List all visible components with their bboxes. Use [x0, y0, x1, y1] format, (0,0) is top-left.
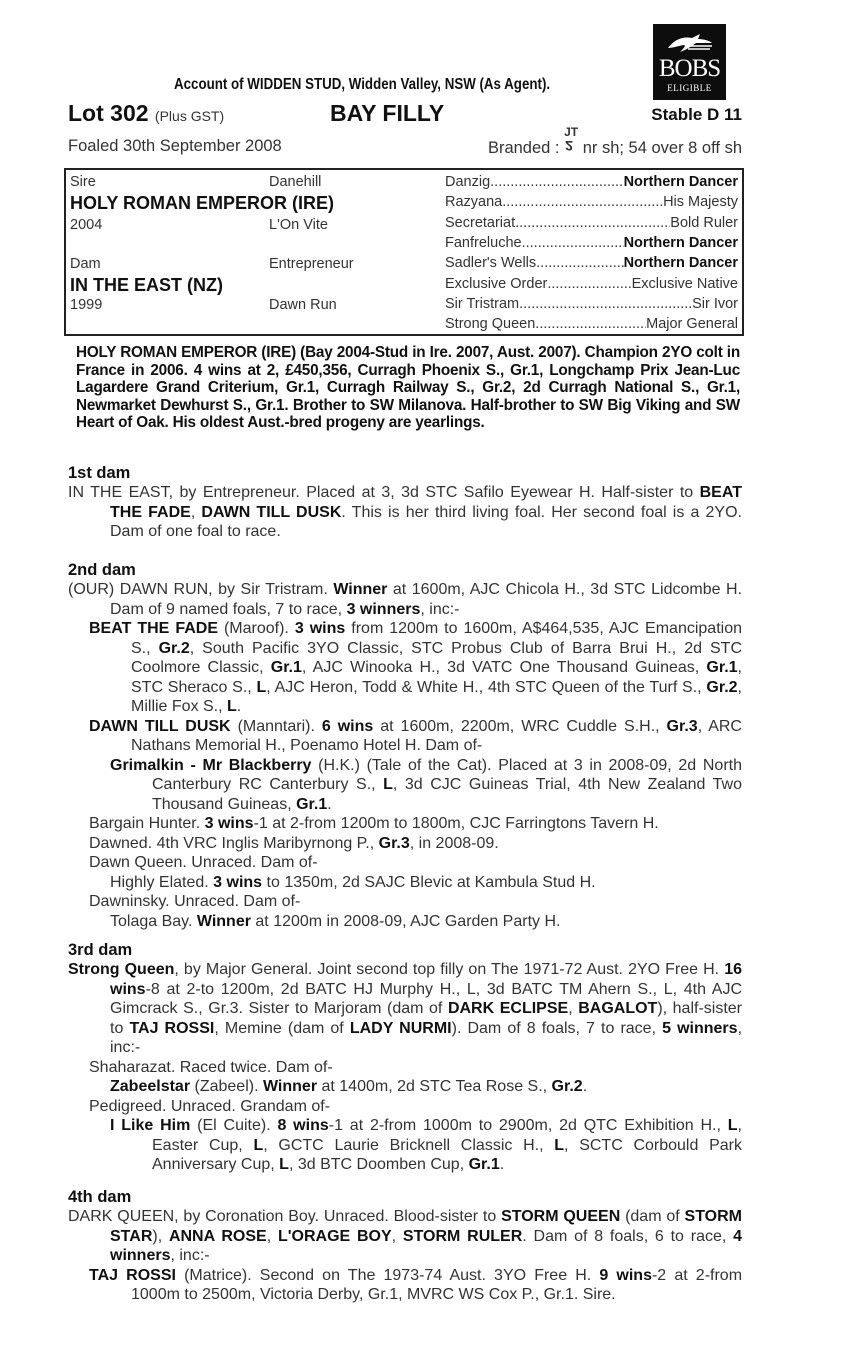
section-heading: 3rd dam [68, 941, 133, 959]
dam-entry: DARK QUEEN, by Coronation Boy. Unraced. Blood-sister to STORM QUEEN (dam of STORM STAR), ANNA ROSE, L'ORAGE BOY, STORM RULER. Dam of 8 foals, 6 to race, 4 winners, inc:- [68, 1208, 743, 1264]
lot-label: Lot 302 [68, 100, 149, 126]
progeny-entry: Dawninsky. Unraced. Dam of- [89, 893, 301, 910]
progeny-entry: Highly Elated. 3 wins to 1350m, 2d SAJC Blevic at Kambula Stud H. [110, 873, 596, 891]
vendor-account: Account of WIDDEN STUD, Widden Valley, NSW (As Agent). [174, 76, 551, 93]
pedigree-table [64, 168, 744, 336]
branded-details: nr sh; 54 over 8 off sh [582, 139, 742, 157]
bobs-eligible-logo [653, 24, 726, 100]
foaled-date: Foaled 30th September 2008 [68, 137, 282, 155]
progeny-entry: Tolaga Bay. Winner at 1200m in 2008-09, AJC Garden Party H. [110, 912, 561, 930]
progeny-entry: DAWN TILL DUSK (Manntari). 6 wins at 1600m, 2200m, WRC Cuddle S.H., Gr.3, ARC Nathans Memorial H., Poenamo Hotel H. Dam of- [89, 717, 742, 754]
progeny-entry: Dawned. 4th VRC Inglis Maribyrnong P., Gr.3, in 2008-09. [89, 834, 499, 852]
progeny-entry: Zabeelstar (Zabeel). Winner at 1400m, 2d STC Tea Rose S., Gr.2. [110, 1078, 588, 1095]
grandparent-row: Sadler's Wells ..... Northern Dancer [445, 255, 738, 271]
dam-name: IN THE EAST (NZ) [70, 275, 223, 295]
progeny-entry: I Like Him (El Cuite). 8 wins-1 at 2-from 1000m to 2900m, 2d QTC Exhibition H., L, Easter Cup, L, GCTC Laurie Bricknell Classic H., L, SCTC Corbould Park Anniversary Cup, L, 3d BTC Doomben Cup, Gr.1. [110, 1117, 742, 1173]
lot-row [68, 100, 742, 128]
sire-year: 2004 [70, 217, 103, 233]
dam-entry: IN THE EAST, by Entrepreneur. Placed at 3, 3d STC Safilo Eyewear H. Half-sister to BEAT THE FADE, DAWN TILL DUSK. This is her third living foal. Her second foal is a 2YO. Dam of one foal to race. [68, 484, 742, 540]
second-dam-section [68, 560, 742, 931]
branded-label: Branded : [487, 139, 560, 157]
dam-year: 1999 [70, 297, 103, 313]
progeny-entry: Bargain Hunter. 3 wins-1 at 2-from 1200m to 1800m, CJC Farringtons Tavern H. [89, 815, 659, 832]
dam-sire: Entrepreneur [269, 256, 354, 272]
stable-number: Stable D 11 [651, 105, 742, 124]
sire-description: HOLY ROMAN EMPEROR (IRE) (Bay 2004-Stud in Ire. 2007, Aust. 2007). Champion 2YO colt in France in 2006. 4 wins at 2, £450,356, Curragh Phoenix S., Gr.1, Longchamp Prix Jean-Luc Lagardere Grand Criterium, Gr.1, Curragh Railway S., Gr.2, 2d Curragh National S., Gr.1, Newmarket Dewhurst S., Gr.1. Brother to SW Milanova. Half-brother to SW Big Viking and SW Heart of Oak. His oldest Aust.-bred progeny are yearlings. [76, 344, 740, 431]
dam-dam: Dawn Run [269, 297, 337, 313]
section-heading: 1st dam [68, 464, 131, 482]
horse-sex: BAY FILLY [330, 100, 445, 126]
progeny-entry: Dawn Queen. Unraced. Dam of- [89, 854, 318, 871]
grandparent-row: Strong Queen ..... Major General [445, 316, 738, 332]
section-heading: 2nd dam [68, 561, 136, 579]
sire-sire: Danehill [269, 174, 322, 190]
grandparent-row: Exclusive Order ..... Exclusive Native [445, 276, 738, 292]
dam-entry: (OUR) DAWN RUN, by Sir Tristram. Winner at 1600m, AJC Chicola H., 3d STC Lidcombe H. Dam of 9 named foals, 7 to race, 3 winners, inc:- [68, 581, 742, 618]
lot-number [68, 100, 224, 127]
progeny-entry: Pedigreed. Unraced. Grandam of- [89, 1097, 331, 1115]
progeny-entry: BEAT THE FADE (Maroof). 3 wins from 1200m to 1600m, A$464,535, AJC Emancipation S., Gr.2, South Pacific 3YO Classic, STC Probus Club of Barra Brui H., 2d STC Coolmore Classic, Gr.1, AJC Winooka H., 3d VATC One Thousand Guineas, Gr.1, STC Sheraco S., L, AJC Heron, Todd & White H., 4th STC Queen of the Turf S., Gr.2, Millie Fox S., L. [89, 620, 743, 715]
first-dam-section [68, 463, 742, 542]
brand-info [487, 125, 742, 158]
gst-note: (Plus GST) [154, 108, 225, 124]
horse-head-icon [666, 30, 714, 56]
grandparent-row: Razyana ..... His Majesty [445, 194, 738, 210]
grandparent-row: Danzig ..... Northern Dancer [445, 174, 738, 190]
logo-subtitle: ELIGIBLE [667, 83, 712, 93]
fourth-dam-section [68, 1187, 742, 1305]
grandparent-row: Fanfreluche ..... Northern Dancer [445, 235, 738, 251]
progeny-entry: Grimalkin - Mr Blackberry (H.K.) (Tale of the Cat). Placed at 3 in 2008-09, 2d North Canterbury RC Canterbury S., L, 3d CJC Guineas Trial, 4th New Zealand Two Thousand Guineas, Gr.1. [110, 756, 742, 813]
section-heading: 4th dam [68, 1188, 132, 1206]
sire-name: HOLY ROMAN EMPEROR (IRE) [70, 193, 335, 213]
brand-mark-icon: JT 2 [564, 125, 579, 154]
progeny-entry: Shaharazat. Raced twice. Dam of- [89, 1058, 333, 1076]
logo-title: BOBS [658, 55, 721, 82]
third-dam-section [68, 940, 742, 1175]
dam-entry: Strong Queen, by Major General. Joint second top filly on The 1971-72 Aust. 2YO Free H. 16 wins-8 at 2-to 1200m, 2d BATC HJ Murphy H., L, 3d BATC TM Ahern S., L, 4th AJC Gimcrack S., Gr.3. Sister to Marjoram (dam of DARK ECLIPSE, BAGALOT), half-sister to TAJ ROSSI, Memine (dam of LADY NURMI). Dam of 8 foals, 7 to race, 5 winners, inc:- [68, 961, 743, 1056]
grandparent-row: Sir Tristram ..... Sir Ivor [445, 296, 738, 312]
grandparent-row: Secretariat ..... Bold Ruler [445, 215, 738, 231]
sire-dam: L'On Vite [269, 217, 328, 233]
dam-label: Dam [70, 256, 101, 272]
sire-label: Sire [70, 174, 96, 190]
progeny-entry: TAJ ROSSI (Matrice). Second on The 1973-74 Aust. 3YO Free H. 9 wins-2 at 2-from 1000m to 2500m, Victoria Derby, Gr.1, MVRC WS Cox P., Gr.1. Sire. [89, 1266, 743, 1303]
